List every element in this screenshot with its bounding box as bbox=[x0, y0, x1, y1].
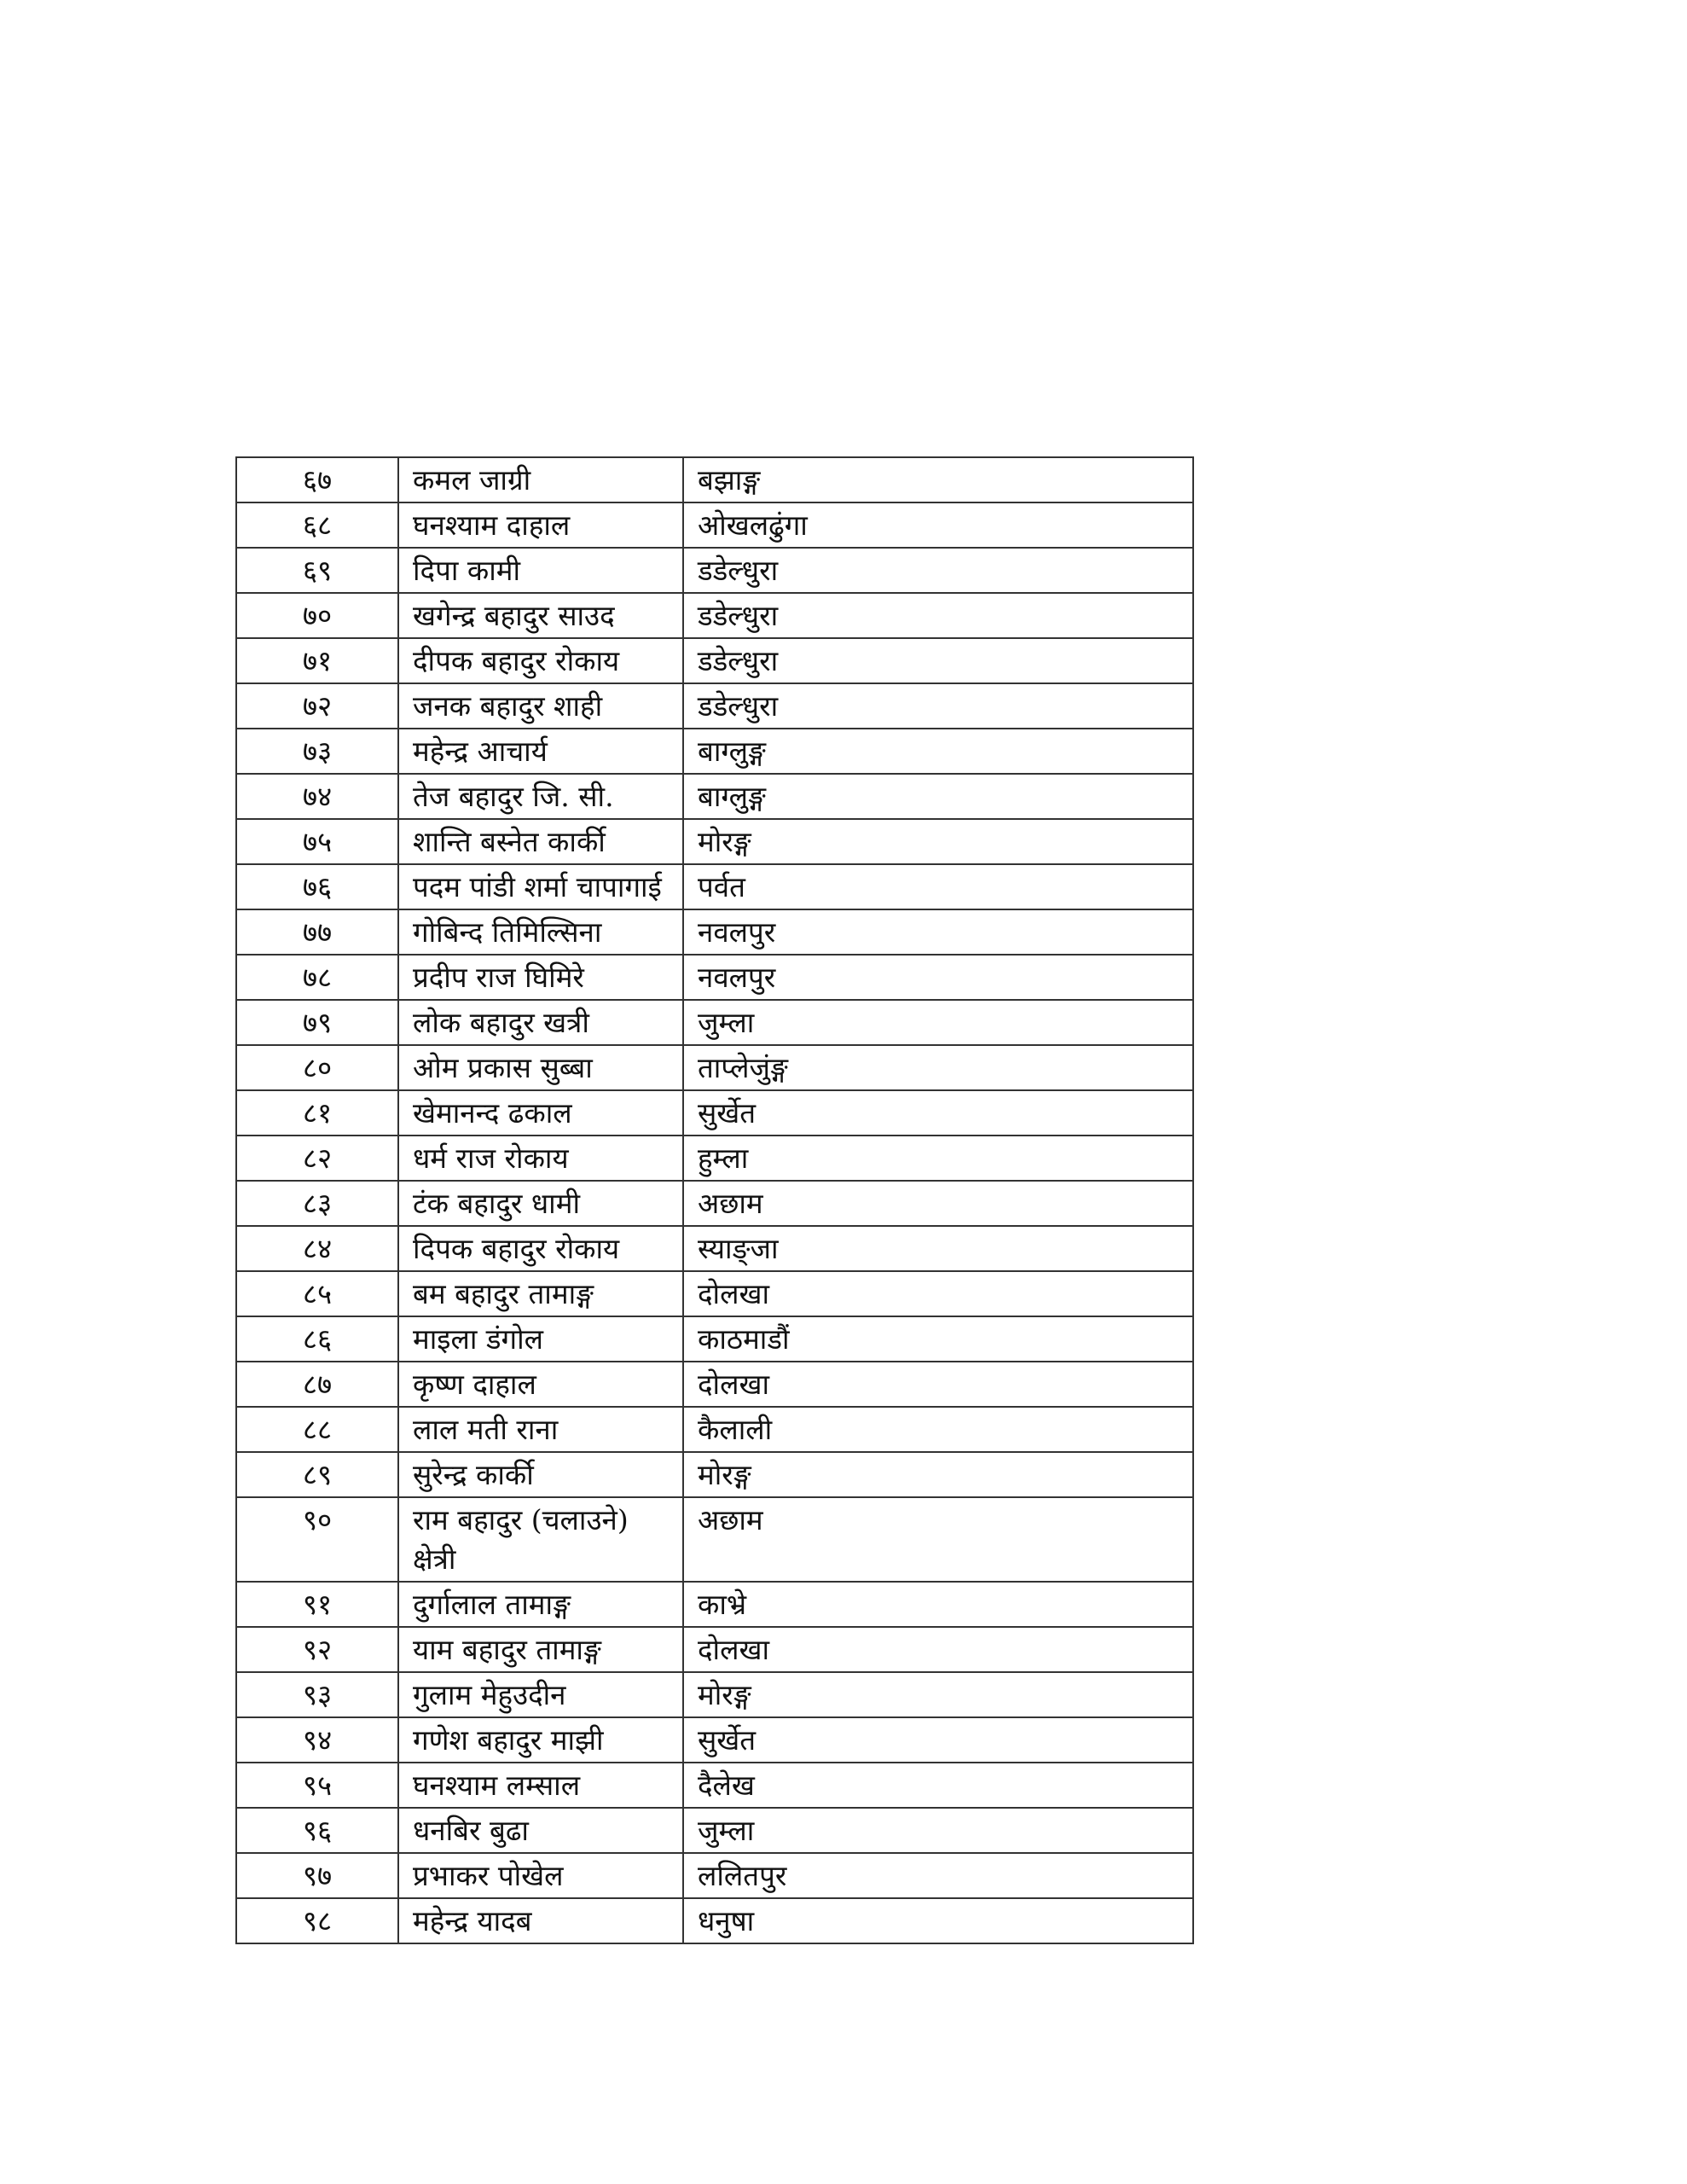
row-number-cell: ६८ bbox=[236, 502, 398, 548]
table-row bbox=[236, 909, 1193, 955]
table-row bbox=[236, 683, 1193, 729]
district-cell: सुर्खेत bbox=[683, 1090, 1193, 1136]
table-row bbox=[236, 819, 1193, 864]
name-cell: खगेन्द्र बहादुर साउद bbox=[398, 593, 683, 638]
row-number-cell: ८१ bbox=[236, 1090, 398, 1136]
row-number-cell: ९३ bbox=[236, 1672, 398, 1717]
name-cell: पदम पांडी शर्मा चापागाई bbox=[398, 864, 683, 909]
name-cell: तेज बहादुर जि. सी. bbox=[398, 774, 683, 819]
name-cell: माइला डंगोल bbox=[398, 1316, 683, 1362]
district-cell: जुम्ला bbox=[683, 1808, 1193, 1853]
row-number-cell: ७१ bbox=[236, 638, 398, 683]
row-number-cell: ८८ bbox=[236, 1407, 398, 1452]
row-number-cell: ८३ bbox=[236, 1181, 398, 1226]
row-number-cell: ७६ bbox=[236, 864, 398, 909]
district-cell: दैलेख bbox=[683, 1763, 1193, 1808]
district-cell: पर्वत bbox=[683, 864, 1193, 909]
name-cell: लाल मती राना bbox=[398, 1407, 683, 1452]
name-cell: कृष्ण दाहाल bbox=[398, 1362, 683, 1407]
district-cell: कैलाली bbox=[683, 1407, 1193, 1452]
district-cell: ओखलढुंगा bbox=[683, 502, 1193, 548]
table-row bbox=[236, 1763, 1193, 1808]
district-cell: डडेल्धुरा bbox=[683, 593, 1193, 638]
district-cell: दोलखा bbox=[683, 1362, 1193, 1407]
table-row bbox=[236, 638, 1193, 683]
table-row bbox=[236, 1898, 1193, 1943]
table-row bbox=[236, 1226, 1193, 1271]
district-cell: अछाम bbox=[683, 1497, 1193, 1582]
district-cell: अछाम bbox=[683, 1181, 1193, 1226]
row-number-cell: ७७ bbox=[236, 909, 398, 955]
name-cell: धर्म राज रोकाय bbox=[398, 1136, 683, 1181]
district-cell: ललितपुर bbox=[683, 1853, 1193, 1898]
table-row bbox=[236, 955, 1193, 1000]
table-row bbox=[236, 1181, 1193, 1226]
district-cell: काभ्रे bbox=[683, 1582, 1193, 1627]
table-row bbox=[236, 1271, 1193, 1316]
district-cell: हुम्ला bbox=[683, 1136, 1193, 1181]
name-cell: धनबिर बुढा bbox=[398, 1808, 683, 1853]
row-number-cell: ८४ bbox=[236, 1226, 398, 1271]
name-cell: दिपा कामी bbox=[398, 548, 683, 593]
table-row bbox=[236, 1407, 1193, 1452]
district-cell: बाग्लुङ्ग bbox=[683, 729, 1193, 774]
district-cell: स्याङ्जा bbox=[683, 1226, 1193, 1271]
table-row bbox=[236, 1090, 1193, 1136]
row-number-cell: ८५ bbox=[236, 1271, 398, 1316]
name-cell: सुरेन्द्र कार्की bbox=[398, 1452, 683, 1497]
row-number-cell: ७९ bbox=[236, 1000, 398, 1045]
row-number-cell: ९७ bbox=[236, 1853, 398, 1898]
district-cell: डडेल्धुरा bbox=[683, 548, 1193, 593]
row-number-cell: ९२ bbox=[236, 1627, 398, 1672]
district-cell: बझाङ्ग bbox=[683, 457, 1193, 502]
district-cell: डडेल्धुरा bbox=[683, 638, 1193, 683]
district-cell: डडेल्धुरा bbox=[683, 683, 1193, 729]
row-number-cell: ९६ bbox=[236, 1808, 398, 1853]
name-cell: राम बहादुर (चलाउने) क्षेत्री bbox=[398, 1497, 683, 1582]
roster-table bbox=[235, 456, 1194, 1944]
name-cell: घनश्याम दाहाल bbox=[398, 502, 683, 548]
name-cell: याम बहादुर तामाङ्ग bbox=[398, 1627, 683, 1672]
table-row bbox=[236, 457, 1193, 502]
name-cell: खेमानन्द ढकाल bbox=[398, 1090, 683, 1136]
name-cell: गोबिन्द तिमिल्सिना bbox=[398, 909, 683, 955]
district-cell: काठमाडौं bbox=[683, 1316, 1193, 1362]
district-cell: सुर्खेत bbox=[683, 1717, 1193, 1763]
name-cell: प्रभाकर पोखेल bbox=[398, 1853, 683, 1898]
row-number-cell: ६७ bbox=[236, 457, 398, 502]
roster-table-body bbox=[236, 457, 1193, 1943]
table-row bbox=[236, 1853, 1193, 1898]
table-row bbox=[236, 1045, 1193, 1090]
table-row bbox=[236, 548, 1193, 593]
table-row bbox=[236, 729, 1193, 774]
district-cell: मोरङ्ग bbox=[683, 1452, 1193, 1497]
table-row bbox=[236, 1000, 1193, 1045]
name-cell: महेन्द्र यादब bbox=[398, 1898, 683, 1943]
name-cell: लोक बहादुर खत्री bbox=[398, 1000, 683, 1045]
name-cell: घनश्याम लम्साल bbox=[398, 1763, 683, 1808]
table-row bbox=[236, 774, 1193, 819]
name-cell: टंक बहादुर धामी bbox=[398, 1181, 683, 1226]
name-cell: दिपक बहादुर रोकाय bbox=[398, 1226, 683, 1271]
table-row bbox=[236, 1497, 1193, 1582]
name-cell: बम बहादुर तामाङ्ग bbox=[398, 1271, 683, 1316]
row-number-cell: ७० bbox=[236, 593, 398, 638]
row-number-cell: ८७ bbox=[236, 1362, 398, 1407]
district-cell: ताप्लेजुंङ्ग bbox=[683, 1045, 1193, 1090]
row-number-cell: ९४ bbox=[236, 1717, 398, 1763]
district-cell: धनुषा bbox=[683, 1898, 1193, 1943]
row-number-cell: ८० bbox=[236, 1045, 398, 1090]
district-cell: बाग्लुङ्ग bbox=[683, 774, 1193, 819]
table-row bbox=[236, 1582, 1193, 1627]
name-cell: दीपक बहादुर रोकाय bbox=[398, 638, 683, 683]
table-row bbox=[236, 502, 1193, 548]
row-number-cell: ९८ bbox=[236, 1898, 398, 1943]
row-number-cell: ८२ bbox=[236, 1136, 398, 1181]
name-cell: जनक बहादुर शाही bbox=[398, 683, 683, 729]
table-row bbox=[236, 1136, 1193, 1181]
table-row bbox=[236, 864, 1193, 909]
row-number-cell: ७२ bbox=[236, 683, 398, 729]
table-row bbox=[236, 1316, 1193, 1362]
district-cell: दोलखा bbox=[683, 1271, 1193, 1316]
table-row bbox=[236, 1452, 1193, 1497]
row-number-cell: ७८ bbox=[236, 955, 398, 1000]
table-row bbox=[236, 1717, 1193, 1763]
row-number-cell: ८६ bbox=[236, 1316, 398, 1362]
district-cell: जुम्ला bbox=[683, 1000, 1193, 1045]
row-number-cell: ९१ bbox=[236, 1582, 398, 1627]
district-cell: नवलपुर bbox=[683, 909, 1193, 955]
name-cell: दुर्गालाल तामाङ्ग bbox=[398, 1582, 683, 1627]
table-row bbox=[236, 1362, 1193, 1407]
district-cell: नवलपुर bbox=[683, 955, 1193, 1000]
table-row bbox=[236, 1672, 1193, 1717]
district-cell: दोलखा bbox=[683, 1627, 1193, 1672]
name-cell: गणेश बहादुर माझी bbox=[398, 1717, 683, 1763]
name-cell: गुलाम मेहुउदीन bbox=[398, 1672, 683, 1717]
name-cell: शान्ति बस्नेत कार्की bbox=[398, 819, 683, 864]
row-number-cell: ९५ bbox=[236, 1763, 398, 1808]
district-cell: मोरङ्ग bbox=[683, 1672, 1193, 1717]
row-number-cell: ७५ bbox=[236, 819, 398, 864]
name-cell: ओम प्रकास सुब्बा bbox=[398, 1045, 683, 1090]
row-number-cell: ६९ bbox=[236, 548, 398, 593]
name-cell: कमल जाग्री bbox=[398, 457, 683, 502]
row-number-cell: ९० bbox=[236, 1497, 398, 1582]
name-cell: महेन्द्र आचार्य bbox=[398, 729, 683, 774]
table-row bbox=[236, 593, 1193, 638]
table-row bbox=[236, 1808, 1193, 1853]
table-row bbox=[236, 1627, 1193, 1672]
row-number-cell: ७३ bbox=[236, 729, 398, 774]
row-number-cell: ७४ bbox=[236, 774, 398, 819]
row-number-cell: ८९ bbox=[236, 1452, 398, 1497]
district-cell: मोरङ्ग bbox=[683, 819, 1193, 864]
name-cell: प्रदीप राज घिमिरे bbox=[398, 955, 683, 1000]
